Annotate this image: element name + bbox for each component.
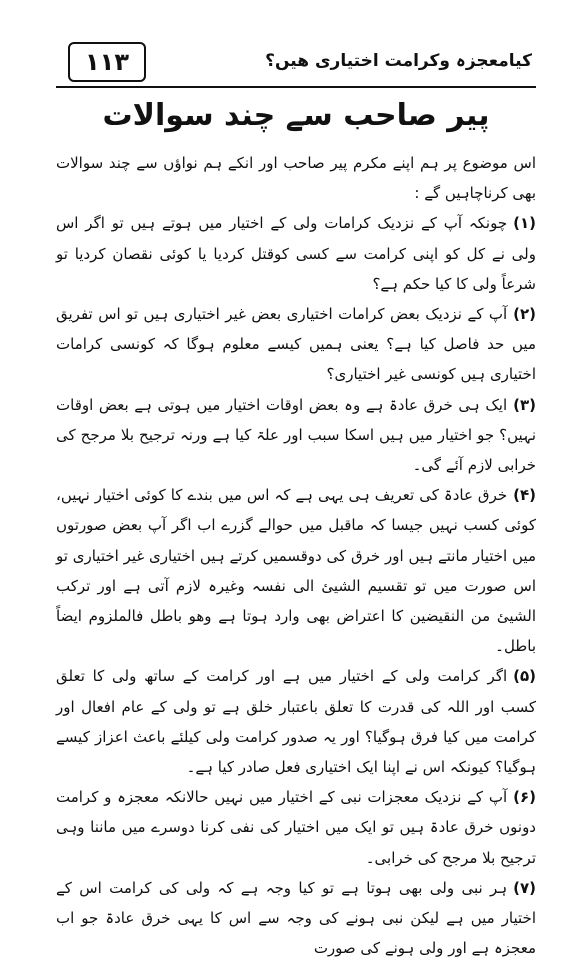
question-paragraph — [56, 208, 536, 299]
question-text: آپ کے نزدیک بعض کرامات اختیاری بعض غیر اختیاری ہیں تو اس تفریق میں حد فاصل کیا ہے؟ یعنی ہمیں کیسے معلوم ہوگا کہ کونسی کرامات اختیاری ہیں کونسی غیر اختیاری؟ — [56, 305, 536, 384]
question-paragraph — [56, 299, 536, 390]
question-number: (۵) — [513, 667, 536, 686]
question-number: (۴) — [513, 486, 536, 505]
question-paragraph — [56, 480, 536, 661]
question-paragraph — [56, 782, 536, 873]
question-text: چونکہ آپ کے نزدیک کرامات ولی کے اختیار میں ہوتے ہیں تو اگر اس ولی نے کل کو اپنی کرامت سے کسی کوقتل کردیا یا کوئی نقصان کردیا تو شرعاً ولی کا کیا حکم ہے؟ — [56, 214, 536, 293]
page-number: ۱۱۳ — [68, 42, 146, 82]
running-head: کیامعجزہ وکرامت اختیاری ھیں؟ — [265, 51, 532, 71]
question-number: (۳) — [513, 395, 536, 414]
page-header — [56, 40, 536, 88]
question-number: (۶) — [513, 788, 536, 807]
chapter-title: پیر صاحب سے چند سوالات — [102, 98, 490, 133]
intro-paragraph: اس موضوع پر ہم اپنے مکرم پیر صاحب اور انکے ہم نواؤں سے چند سوالات بھی کرناچاہیں گے : — [56, 154, 536, 203]
question-number: (۱) — [513, 214, 536, 233]
body-text — [56, 148, 536, 963]
question-text: ہر نبی ولی بھی ہوتا ہے تو کیا وجہ ہے کہ ولی کی کرامت اس کے اختیار میں ہے لیکن نبی ہونے کی وجہ سے اس کا یہی خرق عادۃ جو اب معجزہ ہے اور ولی ہونے کی صورت — [56, 878, 536, 958]
question-number: (۲) — [513, 305, 536, 324]
question-text: خرق عادۃ کی تعریف ہی یہی ہے کہ اس میں بندے کا کوئی اختیار نہیں، کوئی کسب نہیں جیسا کہ ماقبل میں حوالے گزرے اب اگر آپ بعض صورتوں میں اختیار مانتے ہیں اور خرق کی دوقسمیں کرتے ہیں اختیاری غیر اختیاری تو اس صورت میں تو تقسیم الشیئ الی نفسہ وغیرہ لازم آتی ہے اور ترکب الشیئ من النقیضین کا اعتراض بھی وارد ہوتا ہے وھو باطل فالملزوم ایضاً باطل۔ — [56, 486, 536, 656]
question-text: آپ کے نزدیک معجزات نبی کے اختیار میں نہیں حالانکہ معجزہ و کرامت دونوں خرق عادۃ ہیں تو ایک میں اختیار کی نفی کرنا دوسرے میں ماننا وہی ترجیح بلا مرجح کی خرابی۔ — [56, 788, 536, 867]
question-text: ایک ہی خرق عادۃ ہے وہ بعض اوقات اختیار میں ہوتی ہے بعض اوقات نہیں؟ جو اختیار میں ہیں اسکا سبب اور علۃ کیا ہے ورنہ ترجیح بلا مرجح کی خرابی لازم آئے گی۔ — [56, 395, 536, 475]
question-paragraph — [56, 873, 536, 963]
question-paragraph — [56, 390, 536, 481]
question-paragraph — [56, 661, 536, 782]
question-text: اگر کرامت ولی کے اختیار میں ہے اور کرامت کے ساتھ ولی کا تعلق کسب اور اللہ کی قدرت کا تعلق باعتبار خلق ہے تو ولی کے عام افعال اور کرامت میں کیا فرق ہوگیا؟ اور یہ صدور کرامت ولی کیلئے باعث اعزاز کیسے ہوگیا؟ کیونکہ اس نے اپنا ایک اختیاری فعل صادر کیا ہے۔ — [56, 667, 536, 777]
question-number: (۷) — [513, 878, 536, 897]
